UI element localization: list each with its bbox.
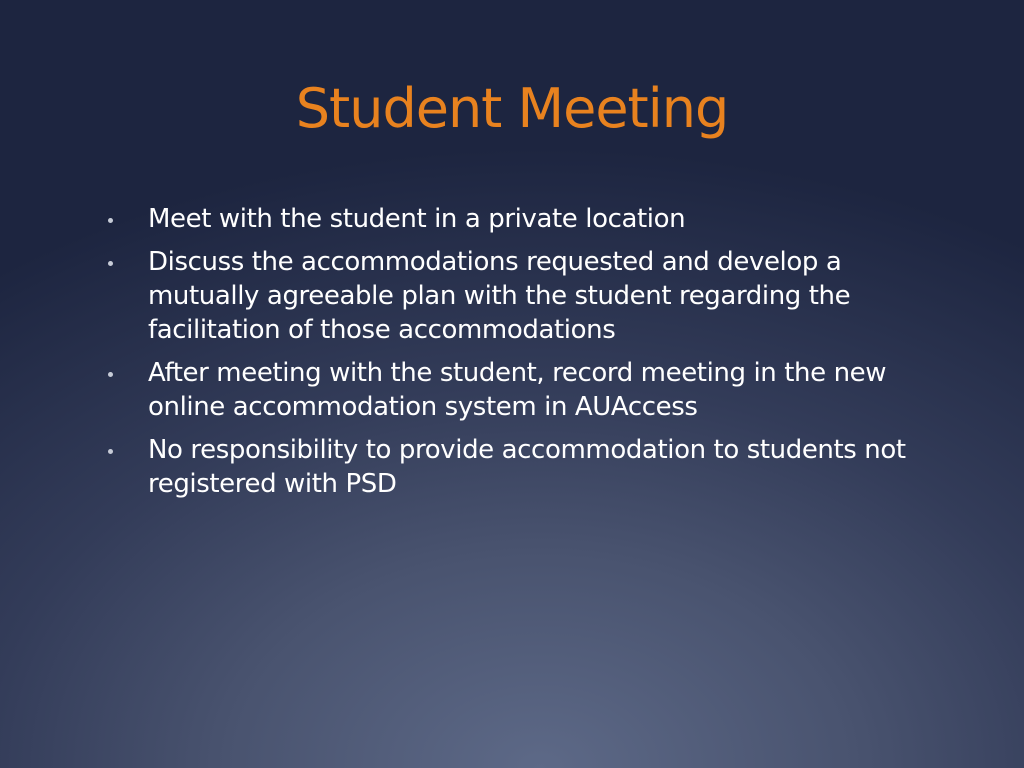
bullet-icon [108, 261, 113, 266]
bullet-item [108, 245, 928, 347]
bullet-text: No responsibility to provide accommodation to students not registered with PSD [148, 435, 906, 499]
bullet-text: Meet with the student in a private location [148, 204, 686, 234]
bullet-icon [108, 218, 113, 223]
bullet-icon [108, 372, 113, 377]
bullet-list [108, 202, 928, 510]
bullet-item [108, 202, 928, 236]
bullet-item [108, 433, 928, 501]
slide-title: Student Meeting [295, 77, 729, 140]
bullet-text: After meeting with the student, record meeting in the new online accommodation system in AUAccess [148, 358, 887, 422]
bullet-icon [108, 449, 113, 454]
bullet-text: Discuss the accommodations requested and develop a mutually agreeable plan with the student regarding the facilitation of those accommodations [148, 247, 851, 345]
bullet-item [108, 356, 928, 424]
